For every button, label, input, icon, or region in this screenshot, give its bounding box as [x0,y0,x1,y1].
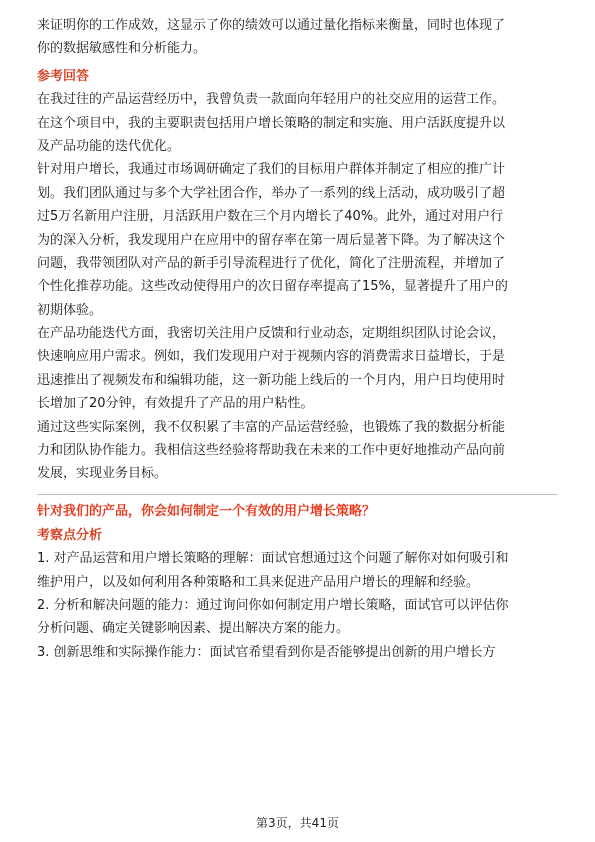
text-line: 过5万名新用户注册，月活跃用户数在三个月内增长了40%。此外，通过对用户行 [37,209,504,225]
text-line: 你的数据敏感性和分析能力。 [37,41,207,57]
text-line: 力和团队协作能力。我相信这些经验将帮助我在未来的工作中更好地推动产品向前 [37,443,506,459]
answer-paragraph [37,322,558,416]
text-line: 及产品功能的迭代优化。 [37,138,181,154]
intro-paragraph [37,14,558,61]
analysis-item [37,594,558,641]
text-line: 问题，我带领团队对产品的新手引导流程进行了优化，简化了注册流程，并增加了 [37,255,506,271]
answer-paragraph [37,158,558,322]
text-line: 长增加了20分钟，有效提升了产品的用户粘性。 [37,396,314,412]
text-line: 在这个项目中，我的主要职责包括用户增长策略的制定和实施、用户活跃度提升以 [37,115,506,131]
text-line: 为的深入分析，我发现用户在应用中的留存率在第一周后显著下降。为了解决这个 [37,232,506,248]
reference-answer-heading: 参考回答 [37,68,90,84]
text-line: 初期体验。 [37,302,103,318]
analysis-item [37,641,558,664]
text-line: 2. 分析和解决问题的能力：通过询问你如何制定用户增长策略，面试官可以评估你 [37,597,509,613]
analysis-heading: 考察点分析 [37,527,103,543]
text-line: 来证明你的工作成效，这显示了你的绩效可以通过量化指标来衡量，同时也体现了 [37,18,506,33]
text-line: 在我过往的产品运营经历中，我曾负责一款面向年轻用户的社交应用的运营工作。 [37,92,506,108]
text-line: 维护用户，以及如何利用各种策略和工具来促进产品用户增长的理解和经验。 [37,574,480,590]
text-line: 在产品功能迭代方面，我密切关注用户反馈和行业动态，定期组织团队讨论会议， [37,326,506,342]
text-line: 划。我们团队通过与多个大学社团合作，举办了一系列的线上活动，成功吸引了超 [37,185,506,201]
question-heading: 针对我们的产品，你会如何制定一个有效的用户增长策略？ [37,503,376,519]
text-line: 分析问题、确定关键影响因素、提出解决方案的能力。 [37,621,350,637]
text-line: 1. 对产品运营和用户增长策略的理解：面试官想通过这个问题了解你对如何吸引和 [37,551,509,567]
text-line: 针对用户增长，我通过市场调研确定了我们的目标用户群体并制定了相应的推广计 [37,162,506,178]
section-divider [37,494,558,495]
text-line: 快速响应用户需求。例如，我们发现用户对于视频内容的消费需求日益增长，于是 [37,349,506,365]
text-line: 3. 创新思维和实际操作能力：面试官希望看到你是否能够提出创新的用户增长方 [37,644,496,660]
page-number: 第3页，共41页 [256,816,339,830]
text-line: 发展，实现业务目标。 [37,466,168,482]
document-page [37,14,558,664]
text-line: 通过这些实际案例，我不仅积累了丰富的产品运营经验，也锻炼了我的数据分析能 [37,419,506,435]
answer-paragraph [37,416,558,486]
answer-paragraph [37,88,558,158]
text-line: 迅速推出了视频发布和编辑功能，这一新功能上线后的一个月内，用户日均使用时 [37,372,506,388]
text-line: 个性化推荐功能。这些改动使得用户的次日留存率提高了15%，显著提升了用户的 [37,279,508,295]
analysis-item [37,547,558,594]
